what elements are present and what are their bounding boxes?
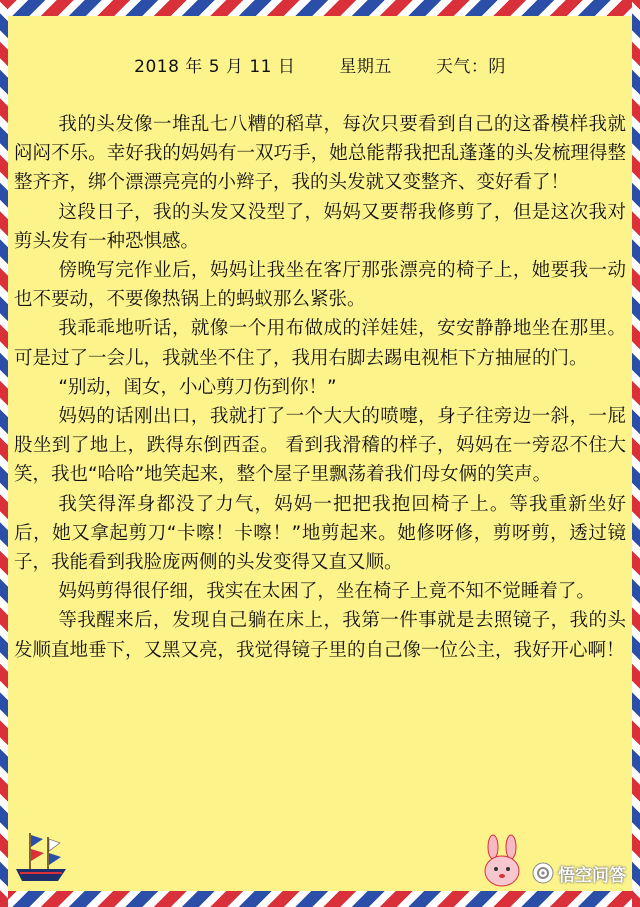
diary-date: 2018 年 5 月 11 日 xyxy=(134,57,296,77)
airmail-border-right xyxy=(632,0,640,907)
paragraph: 等我醒来后，发现自己躺在床上，我第一件事就是去照镜子，我的头发顺直地垂下，又黑又亮，我觉得镜子里的自己像一位公主，我好开心啊！ xyxy=(14,610,626,661)
paragraph: 我笑得浑身都没了力气，妈妈一把把我抱回椅子上。等我重新坐好后，她又拿起剪刀“卡嚓！卡嚓！”地剪起来。她修呀修，剪呀剪，透过镜子，我能看到我脸庞两侧的头发变得又直又顺。 xyxy=(14,493,626,574)
watermark-logo-icon xyxy=(532,862,554,884)
sailing-ship-icon xyxy=(10,827,72,887)
airmail-border-top xyxy=(0,0,640,16)
airmail-border-left xyxy=(0,0,8,907)
paragraph: 这段日子，我的头发又没型了，妈妈又要帮我修剪了，但是这次我对剪头发有一种恐惧感。 xyxy=(14,201,626,252)
paragraph: 妈妈剪得很仔细，我实在太困了，坐在椅子上竟不知不觉睡着了。 xyxy=(58,581,595,603)
airmail-border-bottom xyxy=(0,891,640,907)
watermark xyxy=(532,859,626,887)
diary-weather: 天气：阴 xyxy=(435,57,506,77)
diary-weekday: 星期五 xyxy=(339,57,392,77)
paragraph: 傍晚写完作业后，妈妈让我坐在客厅那张漂亮的椅子上，她要我一动也不要动，不要像热锅上的蚂蚁那么紧张。 xyxy=(14,260,626,311)
paragraph: “别动，闺女，小心剪刀伤到你！” xyxy=(58,376,337,398)
paragraph: 我乖乖地听话，就像一个用布做成的洋娃娃，安安静静地坐在那里。可是过了一会儿，我就坐不住了，我用右脚去踢电视柜下方抽屉的门。 xyxy=(14,318,626,369)
paragraph: 我的头发像一堆乱七八糟的稻草，每次只要看到自己的这番模样我就闷闷不乐。幸好我的妈妈有一双巧手，她总能帮我把乱蓬蓬的头发梳理得整整齐齐，绑个漂漂亮亮的小辫子，我的头发就又变整齐、变好看了！ xyxy=(14,114,626,194)
watermark-text: 悟空问答 xyxy=(558,865,626,886)
diary-header xyxy=(0,52,640,77)
diary-body xyxy=(14,110,626,665)
bunny-icon xyxy=(480,833,524,889)
paragraph: 妈妈的话刚出口，我就打了一个大大的喷嚏，身子往旁边一斜，一屁股坐到了地上，跌得东倒西歪。 看到我滑稽的样子，妈妈在一旁忍不住大笑，我也“哈哈”地笑起来，整个屋子里飘荡着我们母女俩的笑声。 xyxy=(14,406,626,486)
